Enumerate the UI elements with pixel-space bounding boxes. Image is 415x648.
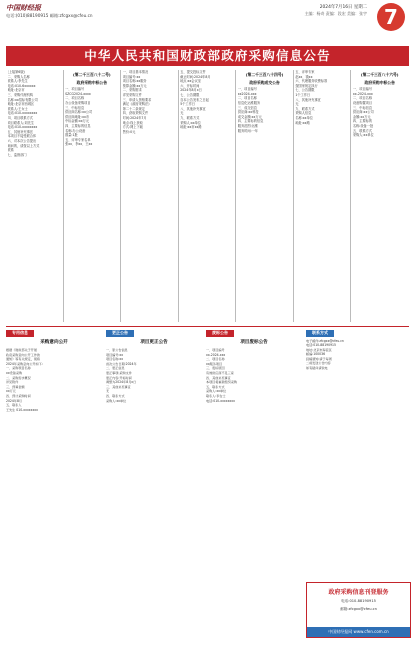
text-line: 地址:xx路	[295, 120, 310, 125]
text-line: 二、采购需求概况	[6, 375, 31, 380]
text-line: 五、联系方式	[206, 384, 225, 389]
text-line: 电话:010-6xxxxxx	[7, 83, 36, 88]
text-line: 服务范围:运维	[237, 123, 258, 128]
text-line: 调整为2024年8月x日	[106, 380, 137, 385]
announcement-number: (第二千三百八十六号)	[360, 72, 399, 77]
text-line: 时间:2024年7月	[122, 115, 147, 120]
text-line: 五、联系方式	[352, 128, 373, 133]
text-line: (上接第6版)	[7, 70, 25, 74]
text-line: 服务时间:一年	[237, 128, 258, 133]
text-line: 八、其他补充事宜	[295, 97, 321, 102]
text-line: 四、获取采购文件	[122, 111, 149, 116]
announcement-title: 政府采购中标公告	[76, 79, 108, 85]
announcement-column	[353, 70, 407, 322]
text-line: 采购人:xx单位	[106, 398, 127, 403]
text-line: 无	[295, 102, 299, 107]
column-rule	[63, 70, 64, 322]
text-line: 采购人:xx单位	[180, 120, 201, 125]
text-line: 二、采购人名称	[7, 74, 30, 79]
lower-column-1	[6, 330, 102, 642]
text-line: 三、成交信息	[237, 105, 257, 110]
text-line: 五、联系人	[6, 403, 22, 408]
text-line: 五、评审专家名单	[65, 137, 91, 142]
text-line: 地点:线上获取	[122, 120, 143, 125]
text-line: 九、联系方式	[180, 115, 200, 120]
text-line: 供应商名称:xx公司	[65, 110, 93, 115]
footer-ad	[306, 582, 411, 638]
text-line: 一、原公告信息	[106, 348, 128, 352]
announcement-column	[238, 70, 292, 322]
text-line: 二前发送公告内容	[306, 361, 331, 366]
text-line: 王先生 010-xxxxxxxx	[6, 407, 38, 412]
text-line: 设备购置项目	[352, 100, 373, 105]
text-line: 如有疑问请致电	[306, 366, 328, 371]
text-line: 四、预计采购时间	[6, 393, 31, 398]
text-line: 成交金额:xx万元	[237, 114, 262, 119]
text-line: 名称:xx招标有限公司	[7, 97, 38, 102]
text-line: 一、采购项目名称	[6, 366, 31, 371]
text-line: 自本公告发布之日起	[180, 97, 209, 102]
text-line: 一、项目编号	[237, 87, 257, 92]
text-line: 一、项目编号	[206, 348, 225, 352]
text-line: 办公设备采购项目	[65, 100, 91, 105]
lower-column-4	[306, 330, 402, 575]
text-line: 项目名称:xx	[106, 357, 124, 362]
text-line: 三、中标信息	[65, 105, 85, 110]
text-line: 中标金额:xx万元	[65, 119, 90, 124]
column-rule	[293, 70, 294, 322]
text-line: 三、中标信息	[352, 105, 373, 110]
text-line: 地址:北京市西城区	[7, 102, 35, 107]
text-line: 名称:办公设备	[65, 128, 86, 133]
text-line: 联系人:李女士	[206, 393, 226, 398]
text-line: 5个工作日	[180, 102, 195, 107]
text-line: 满足《政府采购法》	[122, 102, 152, 107]
text-line: 无	[106, 389, 110, 394]
text-line: 七、公告期限	[295, 88, 315, 93]
text-line: 本项目将重新组织采购	[206, 380, 237, 385]
column-rule	[120, 70, 121, 322]
text-line: 数量:1批	[65, 133, 78, 138]
text-line: 询问的，请按以上方式	[7, 143, 40, 148]
text-line: 六、对本次公告提出	[7, 138, 37, 143]
text-line: 第二十二条规定	[122, 106, 145, 111]
masthead	[6, 3, 409, 33]
section-tag: 废标公告	[206, 330, 234, 337]
text-line: 联系人:李先生	[7, 79, 28, 84]
text-line: 供应商地址:xx市	[65, 114, 90, 119]
section-tag: 联系方式	[306, 330, 334, 337]
announcement-column	[65, 70, 119, 322]
text-line: 电话:010-xxxxxxxx	[7, 111, 38, 116]
section-tag: 更正公告	[106, 330, 134, 337]
text-line: xx服务项目	[206, 361, 223, 366]
announcement-column	[180, 70, 234, 322]
text-line: 金额:xx万元	[352, 114, 371, 119]
announcement-column	[123, 70, 177, 322]
text-line: 四、联系方式	[106, 393, 125, 398]
text-line: 截止时间:2024年8月	[180, 74, 211, 79]
text-line: 电话:010-xxxxxxxx	[206, 398, 235, 403]
text-line: 投稿须知:请于每周	[306, 356, 332, 361]
text-line: 五、提交投标文件	[180, 70, 206, 74]
text-line: SZCG2024-xxxx	[65, 91, 91, 96]
issue-date: 2024年7月16日 星期二	[319, 5, 367, 10]
text-line: 二、更正信息	[106, 366, 125, 371]
text-line: 2024年8月x日	[180, 88, 202, 93]
text-line: 邮编:100036	[306, 352, 326, 357]
text-line: 地址:xx市xx路	[180, 125, 202, 130]
text-line: 项目编号:xx	[122, 74, 141, 79]
text-line: 地址:北京市海淀区	[306, 347, 332, 352]
text-line: 信息化运维服务	[237, 100, 261, 105]
text-line: xx-2024-xxx	[206, 352, 226, 357]
text-line: 一、项目编号	[65, 87, 85, 92]
text-line: 赵xx、钱xx	[295, 74, 313, 79]
text-line: 名称:设备一批	[352, 123, 374, 128]
section-tag: 专用信息	[6, 330, 34, 337]
text-line: 详见附件	[6, 380, 19, 385]
text-line: 联系人:王女士	[7, 106, 28, 111]
text-line: 二、项目名称	[65, 96, 85, 101]
footer-website: 中国财经报网 www.cfen.com.cn	[307, 627, 410, 637]
column-rule	[178, 70, 179, 322]
text-line: 七、监督部门	[7, 152, 27, 157]
text-line: 根据《财政部关于开展	[6, 348, 37, 352]
page-banner	[6, 46, 409, 66]
text-line: 更正内容:开标时间	[106, 375, 132, 380]
section-title: 项目废标公告	[240, 339, 268, 345]
text-line: 八、其他补充事宜	[180, 106, 206, 111]
announcement-number: (第二千三百八十二号)	[73, 72, 111, 77]
text-line: 四、主要标的信息	[237, 119, 264, 124]
text-line: 供应商:xx科技	[237, 110, 259, 115]
contact-line: 电话:(010)88190915 邮箱:zfcgxx@cfeu.cn	[6, 13, 93, 18]
text-line: 张xx、李xx、王xx	[65, 142, 93, 147]
section-divider	[6, 326, 409, 327]
footer-title: 政府采购信息刊登服务	[328, 589, 389, 596]
text-line: 二、采购需求	[122, 88, 142, 93]
text-line: 三、废标原因	[206, 366, 225, 371]
text-line: 采购人:xx单位	[352, 133, 374, 138]
text-line: 三、采购代理机构	[7, 92, 33, 97]
newspaper-logo: 中国财经报	[6, 3, 41, 12]
text-line: 三、预算金额	[6, 384, 25, 389]
text-line: 预算金额:xx万元	[122, 83, 147, 88]
text-line: 七、公告期限	[180, 92, 200, 97]
text-line: 项目联系人:刘先生	[7, 120, 35, 125]
editors-line: 主编：杨奇 责编：段宏 美编：张宇	[304, 11, 367, 16]
section-title: 采购意向公开	[40, 339, 68, 345]
text-line: 一、项目编号	[352, 87, 373, 92]
text-line: 三、其他补充事宜	[106, 384, 131, 389]
text-line: 详见采购文件	[122, 92, 142, 97]
text-line: xx万元	[6, 389, 16, 394]
text-line: 五、其他补充事宜	[7, 129, 33, 134]
column-rule	[350, 70, 351, 322]
text-line: 方式:网上下载	[122, 125, 143, 130]
banner-title: 中华人民共和国财政部政府采购信息公告	[84, 48, 331, 63]
text-line: 按国家规定执行	[295, 83, 318, 88]
column-rule	[235, 70, 236, 322]
lower-section	[6, 330, 409, 642]
page-number-badge: 7	[377, 3, 405, 31]
text-line: 1个工作日	[295, 92, 311, 97]
footer-phone: 电话:010-88190915	[341, 599, 376, 603]
text-line: 四、主要标的信息	[65, 123, 91, 128]
lower-column-2	[106, 330, 202, 642]
text-line: 名称:xx单位	[295, 115, 313, 120]
text-line: 二、项目名称	[237, 96, 257, 101]
footer-email: 邮箱:zfcgxx@cfeu.cn	[340, 607, 377, 611]
text-line: 六、代理服务收费标准	[295, 79, 328, 84]
text-line: 电话:010-xxxxxxxx	[7, 125, 38, 130]
text-line: 一、项目基本情况	[122, 70, 149, 74]
text-line: 二、项目名称	[352, 96, 373, 101]
text-line: 本项目不接受联合体	[7, 134, 37, 139]
text-line: 售价:0元	[122, 129, 136, 134]
section-title: 项目更正公告	[140, 339, 168, 345]
text-line: xx设备采购	[6, 370, 23, 375]
text-line: 项目编号:xx	[106, 352, 124, 357]
announcement-title: 政府采购中标公告	[364, 79, 395, 85]
text-line: xx-2024-xxx	[352, 91, 373, 96]
text-line: 四、项目联系方式	[7, 115, 33, 120]
text-line: 五、评审专家	[295, 70, 315, 74]
text-line: 政府采购意向公开工作的	[6, 352, 41, 357]
text-line: 更正事项:采购文件	[106, 370, 132, 375]
text-line: 二、项目名称	[206, 357, 225, 362]
text-line: 采购人信息	[295, 111, 312, 116]
text-line: 三、申请人资格要求	[122, 97, 152, 102]
text-line: 联系	[7, 148, 14, 153]
text-line: 无	[180, 111, 184, 116]
text-line: 电子邮件:zfcgxx@cfeu.cn	[306, 338, 344, 343]
announcement-title: 政府采购成交公告	[249, 79, 280, 85]
text-line: 九、联系方式	[295, 106, 315, 111]
text-line: 2024年采购意向公开如下:	[6, 361, 43, 366]
text-line: 四、其他补充事宜	[206, 375, 231, 380]
announcement-column	[295, 70, 349, 322]
text-line: 通知》等有关规定，现将	[6, 357, 41, 362]
announcement-number: (第二千三百八十四号)	[245, 72, 284, 77]
text-line: 供应商:xx公司	[352, 110, 374, 115]
text-line: 地址:北京市	[7, 88, 25, 93]
announcement-columns	[6, 70, 409, 322]
text-line: 采购人:xx单位	[206, 389, 227, 394]
text-line: xx2024-xxx	[237, 91, 257, 96]
text-line: 四、主要标的	[352, 119, 373, 124]
announcement-column	[8, 70, 62, 322]
text-line: 电话:010-88190915	[306, 343, 336, 348]
text-line: 六、开标时间	[180, 83, 200, 88]
text-line: 2024年8月	[6, 398, 23, 403]
text-line: 项目名称:xx服务	[122, 79, 147, 84]
text-line: 地点:xx会议室	[180, 79, 201, 84]
text-line: 首次公告日期:2024年	[106, 361, 137, 366]
lower-column-3	[206, 330, 302, 642]
text-line: 有效供应商不足三家	[206, 370, 234, 375]
